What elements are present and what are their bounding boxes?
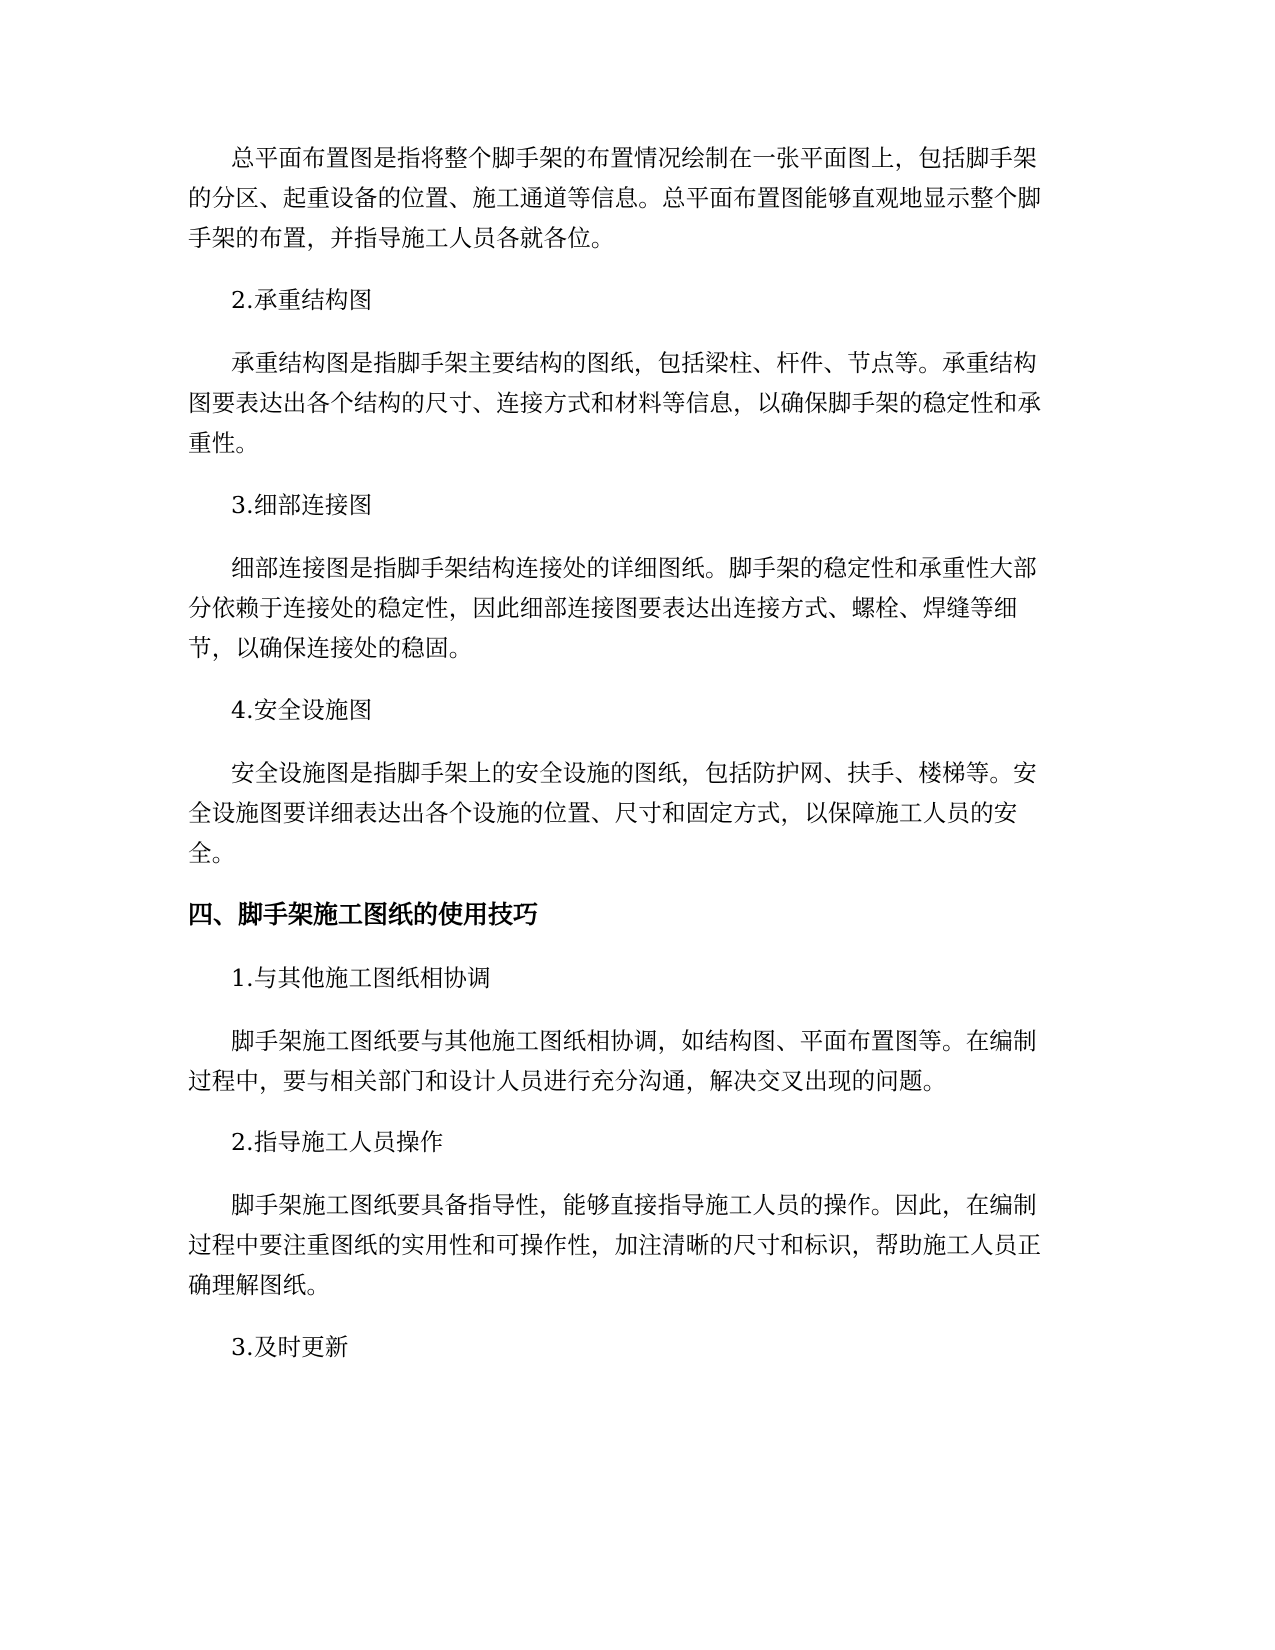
subsection-title: 3.细部连接图 <box>231 491 373 519</box>
paragraph-line: 脚手架施工图纸要具备指导性，能够直接指导施工人员的操作。因此，在编制 <box>231 1191 1037 1219</box>
subsection-title: 2.承重结构图 <box>231 286 373 314</box>
paragraph-line: 手架的布置，并指导施工人员各就各位。 <box>188 224 615 252</box>
subsection-title: 4.安全设施图 <box>231 696 373 724</box>
subsection-title: 2.指导施工人员操作 <box>231 1128 444 1156</box>
paragraph-line: 过程中要注重图纸的实用性和可操作性，加注清晰的尺寸和标识，帮助施工人员正 <box>188 1231 1042 1259</box>
paragraph-line: 脚手架施工图纸要与其他施工图纸相协调，如结构图、平面布置图等。在编制 <box>231 1027 1037 1055</box>
paragraph-line: 全。 <box>188 839 236 867</box>
paragraph-line: 分依赖于连接处的稳定性，因此细部连接图要表达出连接方式、螺栓、焊缝等细 <box>188 594 1018 622</box>
section-heading: 四、脚手架施工图纸的使用技巧 <box>188 900 539 929</box>
paragraph-line: 总平面布置图是指将整个脚手架的布置情况绘制在一张平面图上，包括脚手架 <box>231 144 1037 172</box>
paragraph-line: 细部连接图是指脚手架结构连接处的详细图纸。脚手架的稳定性和承重性大部 <box>231 554 1037 582</box>
paragraph-line: 重性。 <box>188 429 260 457</box>
paragraph-line: 确理解图纸。 <box>188 1271 331 1299</box>
subsection-title: 3.及时更新 <box>231 1333 349 1361</box>
paragraph-line: 节，以确保连接处的稳固。 <box>188 634 473 662</box>
paragraph-line: 的分区、起重设备的位置、施工通道等信息。总平面布置图能够直观地显示整个脚 <box>188 184 1042 212</box>
paragraph-line: 图要表达出各个结构的尺寸、连接方式和材料等信息，以确保脚手架的稳定性和承 <box>188 389 1042 417</box>
subsection-title: 1.与其他施工图纸相协调 <box>231 964 491 992</box>
paragraph-line: 过程中，要与相关部门和设计人员进行充分沟通，解决交叉出现的问题。 <box>188 1067 947 1095</box>
paragraph-line: 承重结构图是指脚手架主要结构的图纸，包括梁柱、杆件、节点等。承重结构 <box>231 349 1037 377</box>
paragraph-line: 安全设施图是指脚手架上的安全设施的图纸，包括防护网、扶手、楼梯等。安 <box>231 759 1037 787</box>
paragraph-line: 全设施图要详细表达出各个设施的位置、尺寸和固定方式，以保障施工人员的安 <box>188 799 1018 827</box>
